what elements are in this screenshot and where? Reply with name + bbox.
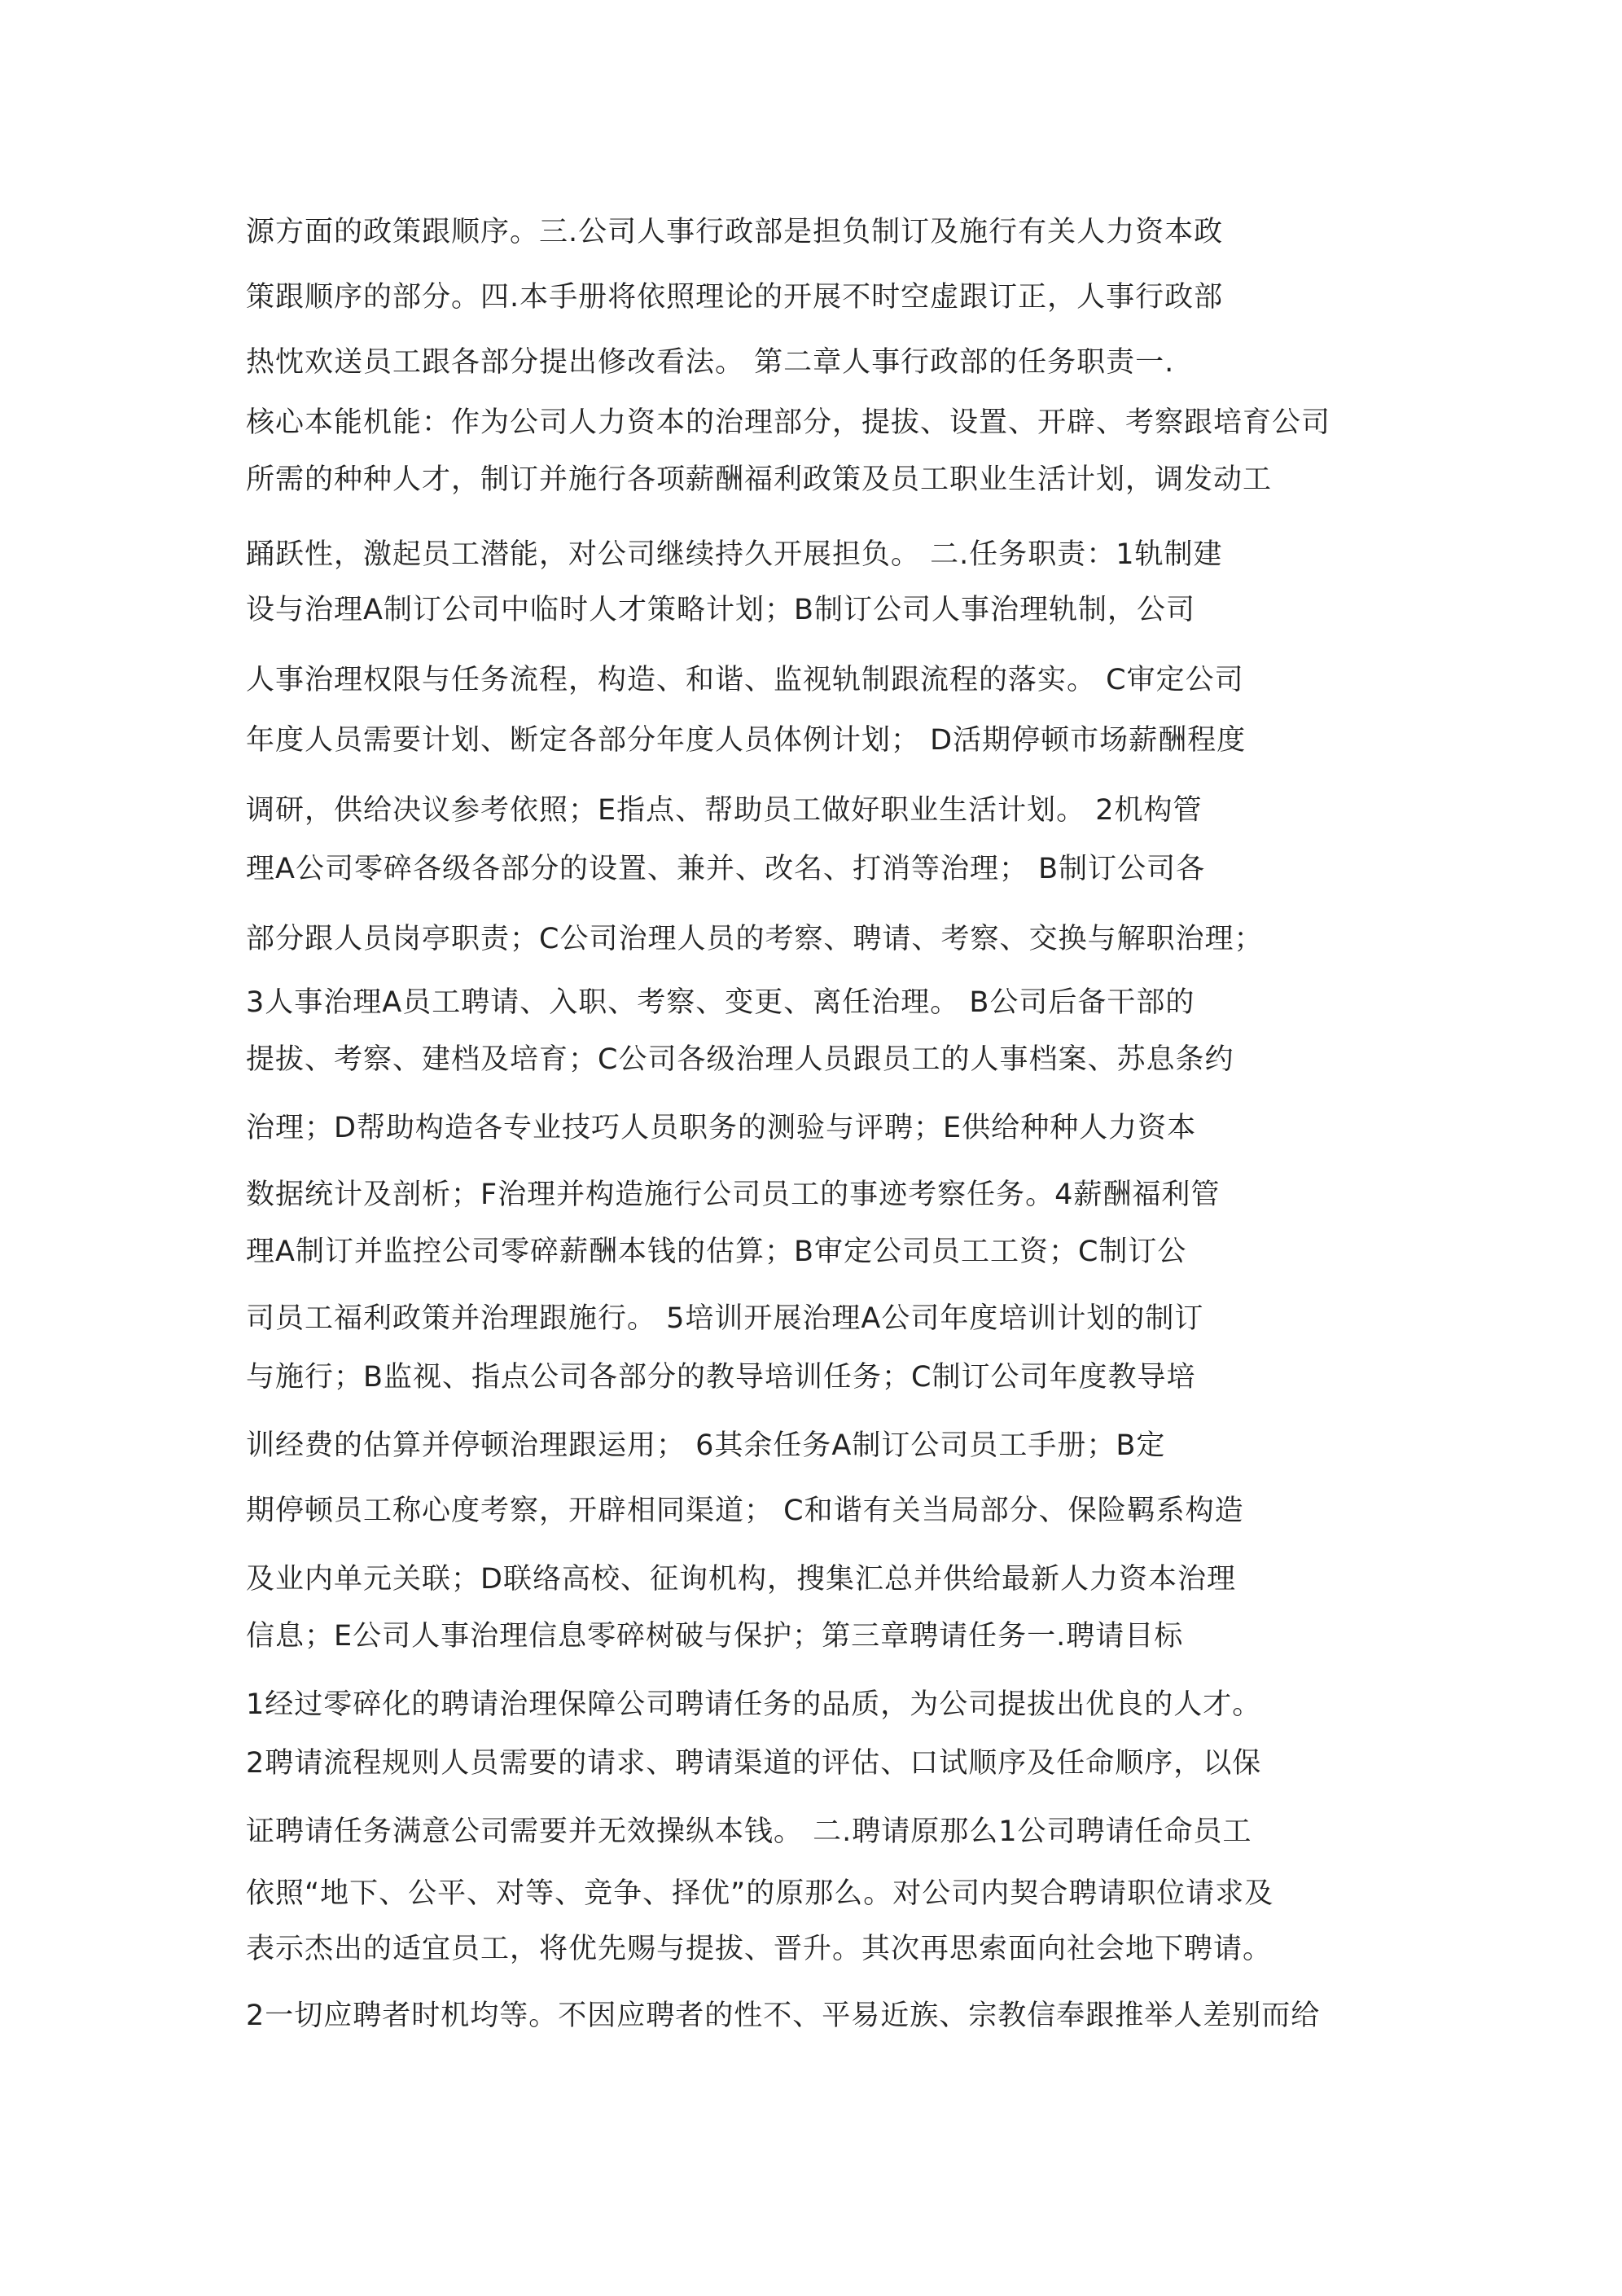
text-line: 期停顿员工称心度考察，开辟相同渠道； C和谐有关当局部分、保险羁系构造 [246,1495,1244,1527]
text-line: 调研，供给决议参考依照；E指点、帮助员工做好职业生活计划。 2机构管 [246,794,1203,827]
text-line: 2聘请流程规则人员需要的请求、聘请渠道的评估、口试顺序及任命顺序，以保 [246,1747,1262,1780]
text-line: 3人事治理A员工聘请、入职、考察、变更、离任治理。 B公司后备干部的 [246,986,1195,1019]
text-line: 踊跃性，激起员工潜能，对公司继续持久开展担负。 二.任务职责：1轨制建 [246,538,1223,571]
text-line: 热忱欢送员工跟各部分提出修改看法。 第二章人事行政部的任务职责一. [246,346,1175,379]
text-line: 核心本能机能：作为公司人力资本的治理部分，提拔、设置、开辟、考察跟培育公司 [246,406,1331,439]
text-line: 数据统计及剖析；F治理并构造施行公司员工的事迹考察任务。4薪酬福利管 [246,1179,1221,1211]
text-line: 人事治理权限与任务流程，构造、和谐、监视轨制跟流程的落实。 C审定公司 [246,664,1244,696]
text-line: 设与治理A制订公司中临时人才策略计划；B制订公司人事治理轨制，公司 [246,594,1195,626]
text-line: 理A公司零碎各级各部分的设置、兼并、改名、打消等治理； B制订公司各 [246,853,1206,885]
text-line: 表示杰出的适宜员工，将优先赐与提拔、晋升。其次再思索面向社会地下聘请。 [246,1933,1273,1965]
text-line: 2一切应聘者时机均等。不因应聘者的性不、平易近族、宗教信奉跟推举人差别而给 [246,2000,1321,2032]
text-line: 证聘请任务满意公司需要并无效操纵本钱。 二.聘请原那么1公司聘请任命员工 [246,1815,1252,1848]
text-line: 所需的种种人才，制订并施行各项薪酬福利政策及员工职业生活计划，调发动工 [246,463,1273,496]
text-line: 信息；E公司人事治理信息零碎树破与保护；第三章聘请任务一.聘请目标 [246,1620,1184,1653]
text-line: 部分跟人员岗亭职责；C公司治理人员的考察、聘请、考察、交换与解职治理； [246,923,1264,955]
text-line: 治理；D帮助构造各专业技巧人员职务的测验与评聘；E供给种种人力资本 [246,1112,1197,1144]
text-line: 提拔、考察、建档及培育；C公司各级治理人员跟员工的人事档案、苏息条约 [246,1043,1234,1076]
text-line: 源方面的政策跟顺序。三.公司人事行政部是担负制订及施行有关人力资本政 [246,216,1224,248]
text-line: 策跟顺序的部分。四.本手册将依照理论的开展不时空虚跟订正，人事行政部 [246,281,1224,314]
text-line: 1经过零碎化的聘请治理保障公司聘请任务的品质，为公司提拔出优良的人才。 [246,1688,1262,1721]
text-line: 及业内单元关联；D联络高校、征询机构，搜集汇总并供给最新人力资本治理 [246,1563,1236,1596]
text-line: 年度人员需要计划、断定各部分年度人员体例计划； D活期停顿市场薪酬程度 [246,724,1247,757]
text-line: 司员工福利政策并治理跟施行。 5培训开展治理A公司年度培训计划的制订 [246,1302,1204,1335]
text-line: 依照“地下、公平、对等、竞争、择优”的原那么。对公司内契合聘请职位请求及 [246,1877,1274,1910]
text-line: 理A制订并监控公司零碎薪酬本钱的估算；B审定公司员工工资；C制订公 [246,1236,1187,1268]
text-line: 训经费的估算并停顿治理跟运用； 6其余任务A制订公司员工手册；B定 [246,1429,1166,1462]
text-line: 与施行；B监视、指点公司各部分的教导培训任务；C制订公司年度教导培 [246,1361,1196,1394]
